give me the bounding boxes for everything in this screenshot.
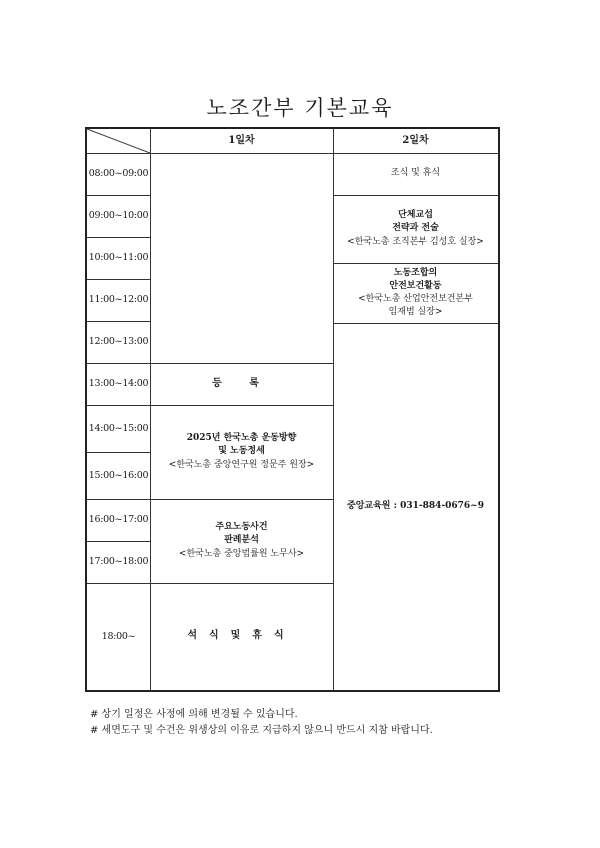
- session-speaker: <한국노총 중앙법률원 노무사>: [178, 548, 305, 559]
- time-slot: 10:00~11:00: [88, 252, 149, 264]
- note-schedule-change: # 상기 일정은 사정에 의해 변경될 수 있습니다.: [90, 709, 298, 720]
- time-slot: 09:00~10:00: [88, 210, 149, 222]
- day2-session1: [333, 195, 498, 263]
- time-slot: 16:00~17:00: [88, 514, 149, 526]
- dinner-cell: 석식및휴식: [187, 630, 296, 642]
- day1-session2: [150, 499, 333, 583]
- time-slot: 12:00~13:00: [88, 336, 149, 348]
- time-slot: 11:00~12:00: [88, 294, 149, 306]
- session-speaker: <한국노총 산업안전보건본부: [358, 294, 473, 304]
- schedule-table: [85, 127, 500, 692]
- header-diagonal: [87, 129, 150, 153]
- time-slot: 17:00~18:00: [88, 556, 149, 568]
- note-toiletries: # 세면도구 및 수건은 위생상의 이유로 지급하지 않으니 반드시 지참 바랍니다.: [90, 725, 433, 736]
- day2-header: 2일차: [402, 134, 429, 146]
- session-title: 노동조합의: [393, 267, 438, 278]
- session-subtitle: 전략과 전술: [392, 223, 439, 234]
- time-slot: 15:00~16:00: [88, 469, 149, 481]
- session-subtitle: 판례분석: [224, 535, 259, 546]
- contact-cell: [333, 323, 498, 690]
- time-slot: 18:00~: [101, 630, 136, 642]
- session-title: 주요노동사건: [215, 522, 268, 533]
- breakfast-label: 조식 및 휴식: [390, 168, 441, 179]
- time-slot: 08:00~09:00: [88, 168, 149, 180]
- time-slot: 13:00~14:00: [88, 378, 149, 390]
- session-subtitle: 및 노동정세: [218, 446, 265, 457]
- session-subtitle: 안전보건활동: [389, 280, 442, 291]
- session-title: 2025년 한국노총 운동방향: [186, 433, 297, 444]
- registration-cell: 등 록: [212, 377, 271, 389]
- session-speaker: <한국노총 중앙연구원 정문주 원장>: [168, 459, 315, 470]
- page-title: 노조간부 기본교육: [206, 96, 394, 120]
- day1-session1: [150, 405, 333, 499]
- day2-session2: [333, 263, 498, 323]
- contact-info: 중앙교육원 : 031-884-0676~9: [347, 500, 484, 511]
- breakfast-cell: [333, 153, 498, 195]
- session-speaker-cont: 임재범 실장>: [388, 307, 443, 318]
- session-title: 단체교섭: [398, 210, 433, 221]
- session-speaker: <한국노총 조직본부 김성호 실장>: [347, 236, 484, 247]
- day1-header: 1일차: [228, 134, 255, 146]
- time-slot: 14:00~15:00: [88, 422, 149, 434]
